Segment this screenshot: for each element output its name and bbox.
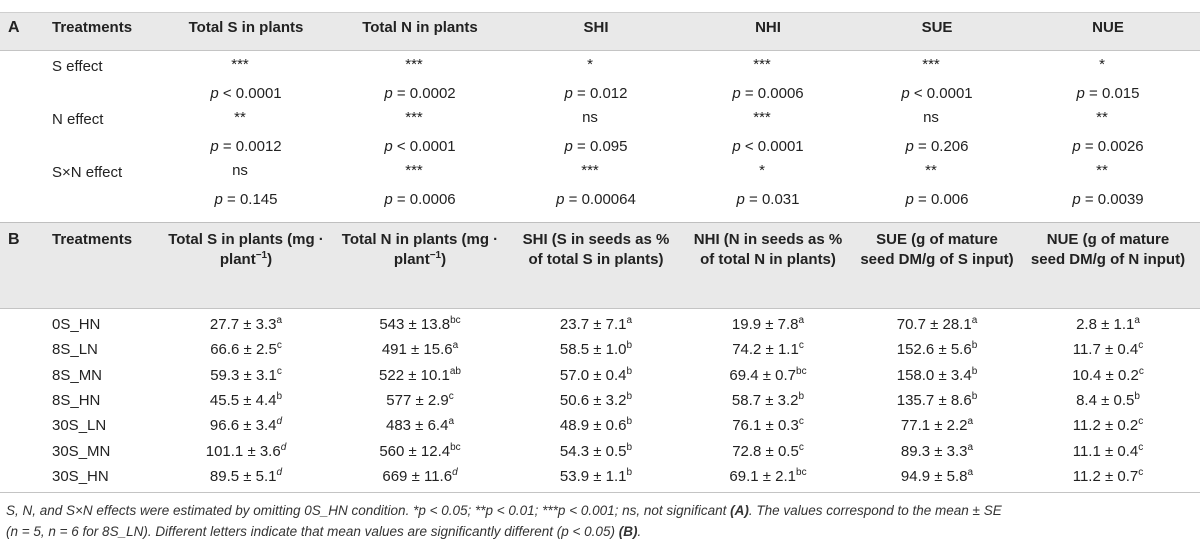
significance-marker: **: [1096, 109, 1108, 126]
p-value: p = 0.0006: [384, 191, 456, 208]
mean-se-value: 101.1 ± 3.6$^d$: [205, 441, 287, 460]
significance-marker: ***: [922, 56, 940, 73]
significance-marker: ns: [923, 109, 939, 126]
significance-marker: ***: [753, 109, 771, 126]
mean-se-value: 74.2 ± 1.1$^c$: [732, 340, 804, 359]
caption-text: (n = 5, n = 6 for 8S_LN). Different letters indicate that mean values are significantly different (p < 0.05): [6, 524, 619, 539]
mean-se-value: 543 ± 13.8$^{bc}$: [379, 315, 461, 333]
mean-se-value: 77.1 ± 2.2$^a$: [900, 416, 974, 435]
significance-marker: *: [1099, 56, 1105, 73]
p-value: p = 0.031: [736, 191, 800, 208]
mean-se-value: 560 ± 12.4$^{bc}$: [379, 441, 461, 460]
p-value: p = 0.0006: [732, 85, 804, 102]
effect-label: S×N effect: [52, 164, 123, 181]
section-a-header-divider: [0, 50, 1200, 51]
mean-se-value: 76.1 ± 0.3$^c$: [732, 416, 804, 435]
column-header: Treatments: [52, 19, 133, 36]
mean-se-value: 19.9 ± 7.8$^a$: [731, 315, 805, 333]
mean-se-value: 152.6 ± 5.6$^b$: [896, 340, 978, 359]
p-value: p < 0.0001: [901, 85, 973, 102]
caption-text: S, N, and S×N effects were estimated by omitting 0S_HN condition. *p < 0.05; **p < 0.01; ***p < 0.001; ns, not significant: [6, 503, 731, 518]
column-header: SUE (g of mature seed DM/g of S input): [860, 231, 1014, 268]
significance-marker: ns: [232, 162, 248, 179]
column-header: NUE: [1092, 19, 1124, 36]
significance-marker: **: [1096, 162, 1108, 179]
column-header: NHI (N in seeds as % of total N in plants): [693, 231, 843, 268]
p-value: p = 0.00064: [556, 191, 636, 208]
mean-se-value: 8.4 ± 0.5$^b$: [1076, 390, 1140, 409]
mean-se-value: 48.9 ± 0.6$^b$: [559, 416, 633, 435]
mean-se-value: 10.4 ± 0.2$^c$: [1072, 365, 1144, 384]
p-value: p = 0.015: [1076, 85, 1140, 102]
mean-se-value: 94.9 ± 5.8$^a$: [900, 466, 974, 485]
mean-se-value: 69.1 ± 2.1$^{bc}$: [729, 466, 807, 485]
treatment-label: 8S_HN: [52, 391, 101, 409]
caption-text: . The values correspond to the mean ± SE: [748, 503, 1002, 518]
section-a-label: A: [8, 19, 20, 36]
table-bottom-divider: [0, 492, 1200, 493]
section-b-label: B: [8, 231, 20, 248]
caption-text: .: [637, 524, 642, 539]
mean-se-value: 58.5 ± 1.0$^b$: [559, 340, 633, 359]
column-header: Total N in plants: [362, 19, 478, 36]
mean-se-value: 158.0 ± 3.4$^b$: [896, 365, 978, 384]
treatment-label: 8S_MN: [52, 366, 103, 384]
p-value: p = 0.0039: [1072, 191, 1144, 208]
column-header: Total N in plants (mg · plant$^{-1}$): [341, 231, 499, 268]
significance-marker: ***: [581, 162, 599, 179]
p-value: p = 0.095: [564, 138, 628, 155]
treatment-label: 8S_LN: [52, 341, 98, 359]
mean-se-value: 69.4 ± 0.7$^{bc}$: [729, 365, 807, 384]
mean-se-value: 70.7 ± 28.1$^a$: [896, 315, 978, 333]
column-header: SHI: [583, 19, 609, 36]
mean-se-value: 96.6 ± 3.4$^d$: [209, 416, 283, 435]
significance-marker: ***: [405, 109, 423, 126]
mean-se-value: 54.3 ± 0.5$^b$: [559, 441, 633, 460]
caption-ref-a: (A): [730, 503, 749, 518]
p-value: p < 0.0001: [732, 138, 804, 155]
significance-marker: ns: [582, 109, 598, 126]
mean-se-value: 11.2 ± 0.2$^c$: [1072, 416, 1144, 435]
mean-se-value: 11.7 ± 0.4$^c$: [1072, 340, 1144, 359]
column-header: Treatments: [52, 231, 133, 248]
column-header: Total S in plants (mg · plant$^{-1}$): [168, 231, 324, 268]
treatment-label: 30S_MN: [52, 442, 111, 460]
significance-marker: ***: [753, 56, 771, 73]
p-value: p < 0.0001: [384, 138, 456, 155]
mean-se-value: 11.1 ± 0.4$^c$: [1072, 441, 1144, 460]
column-header: NUE (g of mature seed DM/g of N input): [1030, 231, 1186, 268]
effect-label: S effect: [52, 58, 103, 75]
mean-se-value: 522 ± 10.1$^{ab}$: [379, 365, 461, 384]
caption-ref-b: (B): [618, 524, 638, 539]
effect-label: N effect: [52, 111, 104, 128]
p-value: p < 0.0001: [210, 85, 282, 102]
mean-se-value: 45.5 ± 4.4$^b$: [209, 390, 283, 409]
column-header: Total S in plants: [188, 19, 304, 36]
column-header: NHI: [755, 19, 781, 36]
mean-se-value: 89.3 ± 3.3$^a$: [900, 441, 974, 460]
significance-marker: **: [234, 109, 246, 126]
mean-se-value: 53.9 ± 1.1$^b$: [559, 466, 633, 485]
table-caption: [6, 500, 1194, 542]
mean-se-value: 59.3 ± 3.1$^c$: [210, 365, 282, 384]
p-value: p = 0.012: [564, 85, 628, 102]
mean-se-value: 483 ± 6.4$^a$: [385, 416, 454, 435]
treatment-label: 30S_HN: [52, 467, 109, 485]
significance-marker: ***: [405, 162, 423, 179]
significance-marker: *: [759, 162, 765, 179]
mean-se-value: 72.8 ± 0.5$^c$: [732, 441, 804, 460]
mean-se-value: 2.8 ± 1.1$^a$: [1076, 315, 1140, 333]
mean-se-value: 89.5 ± 5.1$^d$: [209, 466, 283, 485]
mean-se-value: 577 ± 2.9$^c$: [386, 390, 454, 409]
significance-marker: ***: [405, 56, 423, 73]
p-value: p = 0.0026: [1072, 138, 1144, 155]
mean-se-value: 11.2 ± 0.7$^c$: [1072, 466, 1144, 485]
p-value: p = 0.145: [214, 191, 278, 208]
mean-se-value: 491 ± 15.6$^a$: [381, 340, 459, 359]
mean-se-value: 669 ± 11.6$^d$: [382, 466, 458, 485]
column-header: SHI (S in seeds as % of total S in plants): [522, 231, 670, 268]
mean-se-value: 57.0 ± 0.4$^b$: [559, 365, 633, 384]
significance-marker: **: [925, 162, 937, 179]
mean-se-value: 50.6 ± 3.2$^b$: [559, 390, 633, 409]
section-b-header-divider: [0, 308, 1200, 309]
p-value: p = 0.206: [905, 138, 969, 155]
p-value: p = 0.006: [905, 191, 969, 208]
treatment-label: 30S_LN: [52, 417, 107, 435]
mean-se-value: 66.6 ± 2.5$^c$: [210, 340, 282, 359]
treatment-label: 0S_HN: [52, 316, 101, 333]
mean-se-value: 27.7 ± 3.3$^a$: [209, 315, 283, 333]
p-value: p = 0.0002: [384, 85, 456, 102]
column-header: SUE: [921, 19, 953, 36]
mean-se-value: 23.7 ± 7.1$^a$: [559, 315, 633, 333]
significance-marker: ***: [231, 56, 249, 73]
significance-marker: *: [587, 56, 593, 73]
p-value: p = 0.0012: [210, 138, 282, 155]
mean-se-value: 135.7 ± 8.6$^b$: [896, 390, 978, 409]
mean-se-value: 58.7 ± 3.2$^b$: [731, 390, 805, 409]
